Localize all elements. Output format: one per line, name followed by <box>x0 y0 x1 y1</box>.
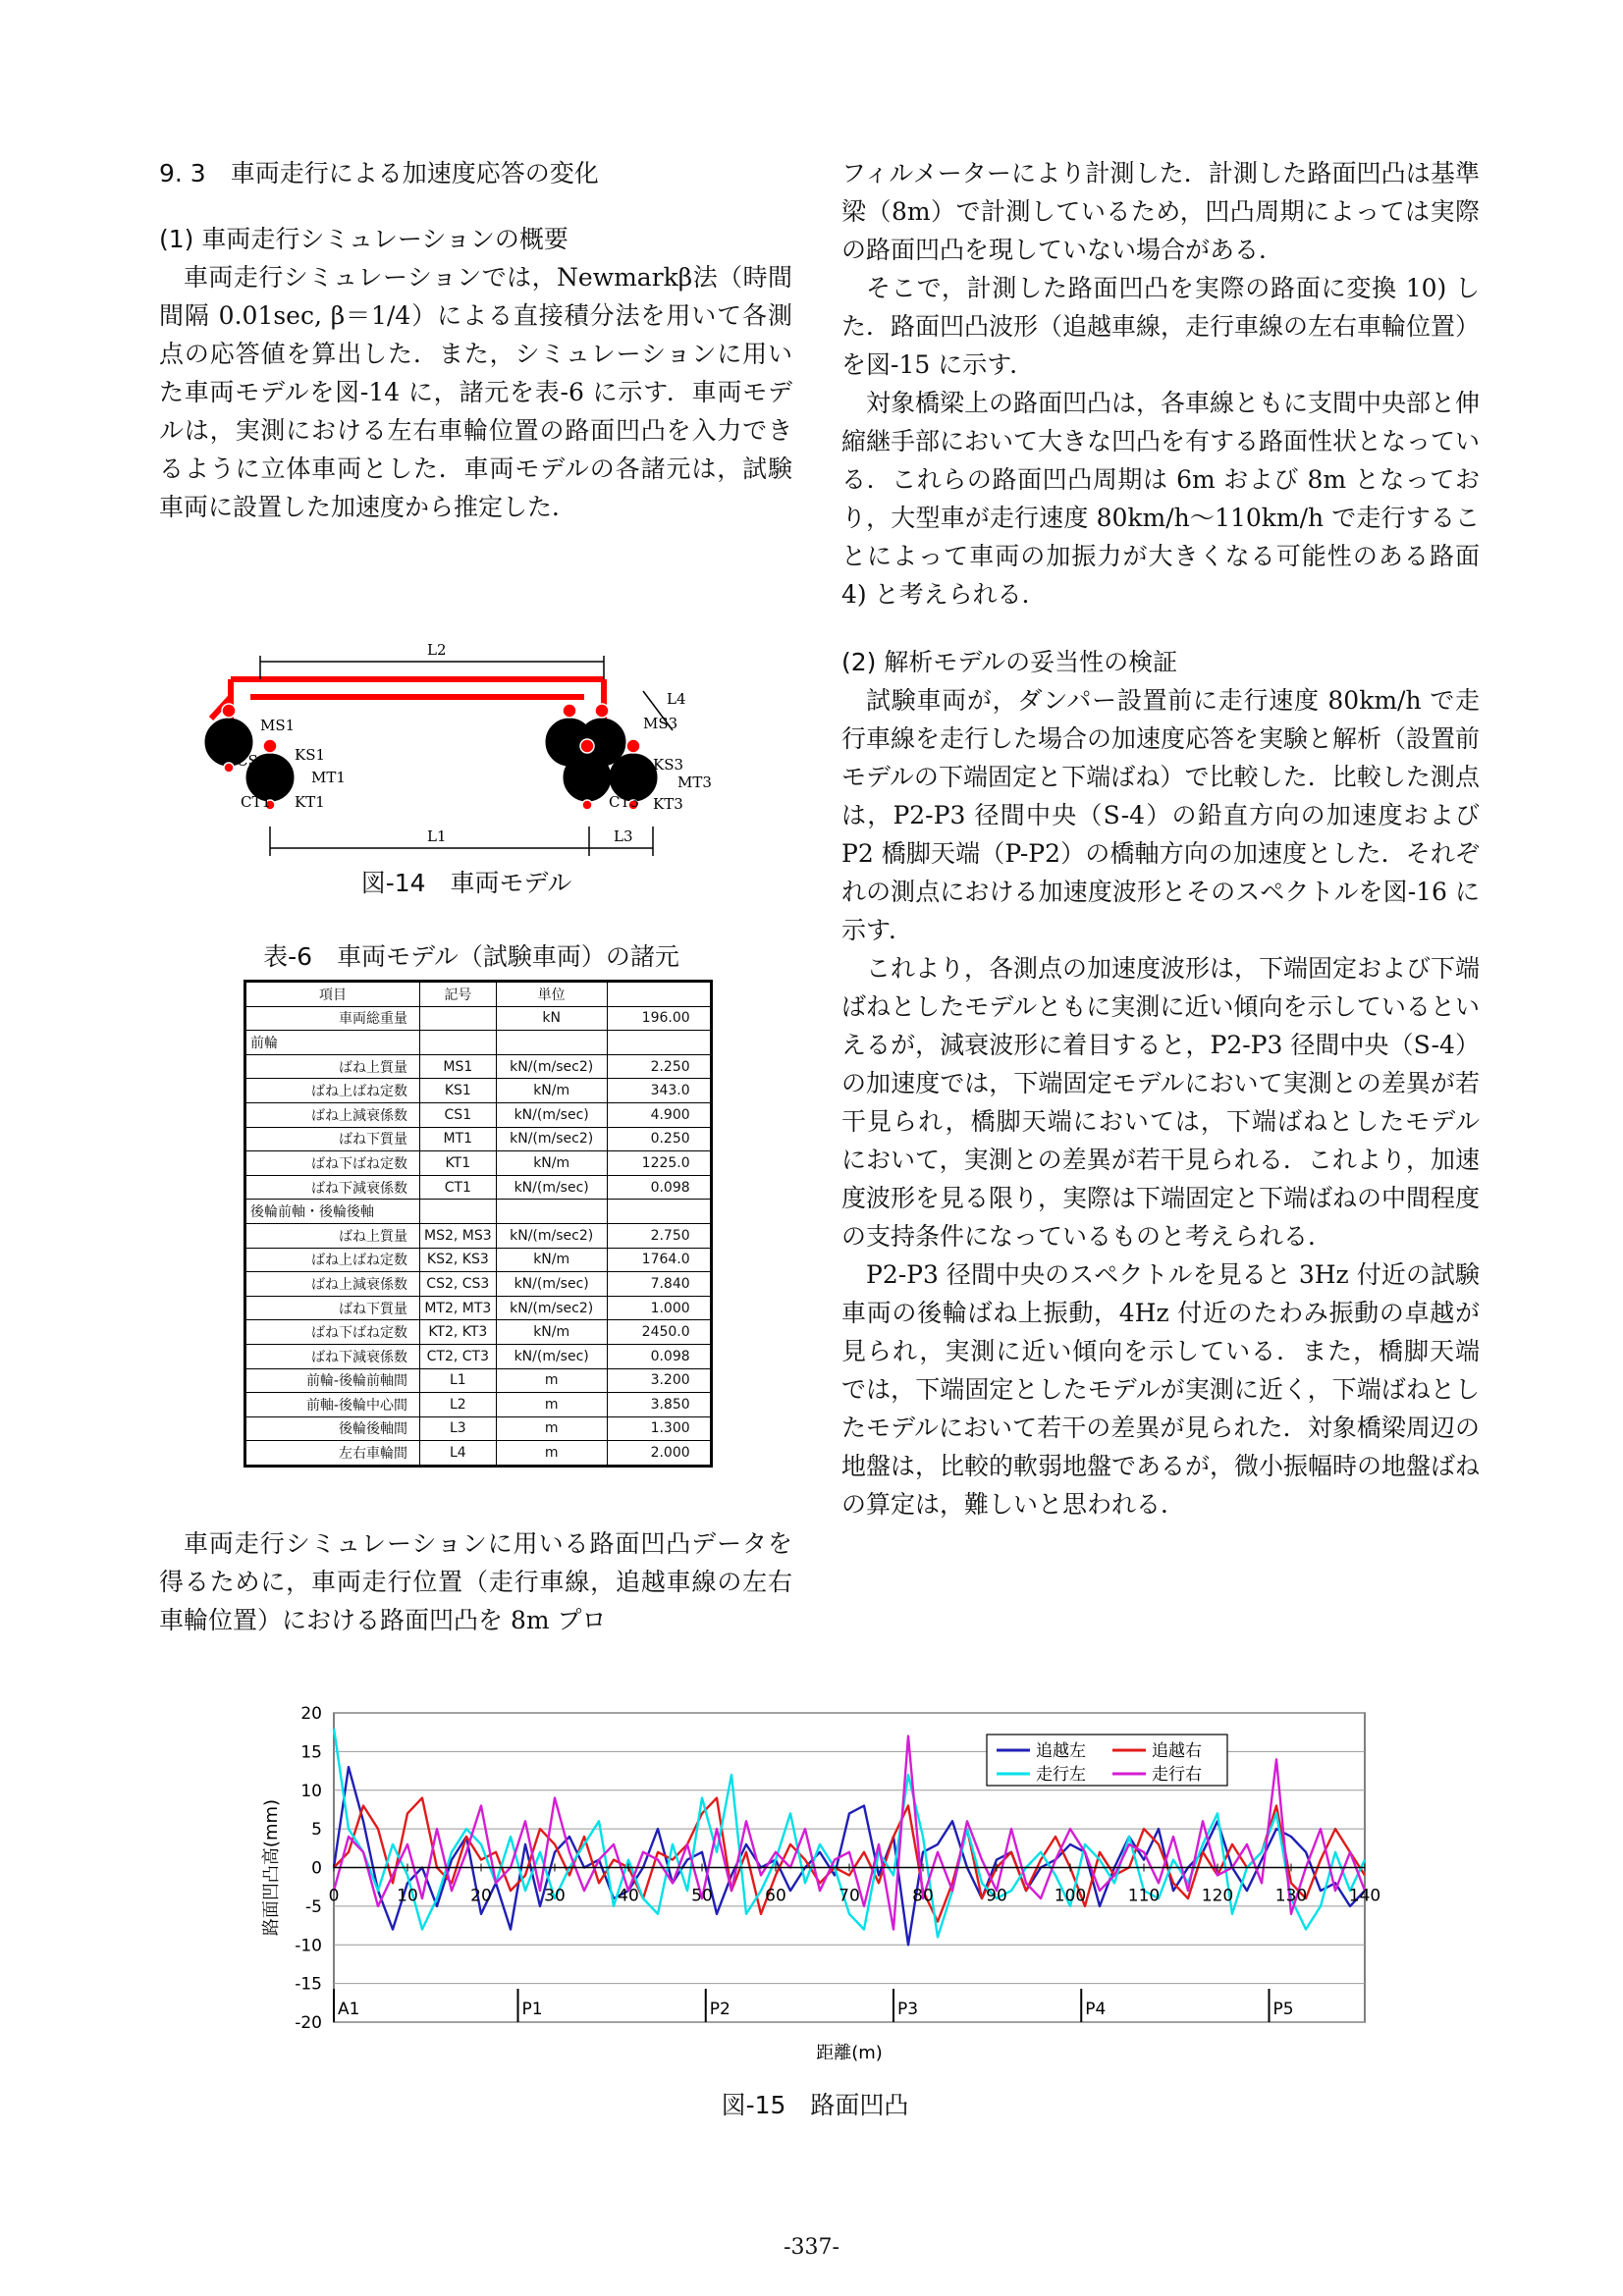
left-column-bottom <box>159 1524 792 1639</box>
table-cell-unit: kN/(m/sec2) <box>496 1223 607 1248</box>
label-KT3: KT3 <box>653 795 683 813</box>
y-tick-label: -5 <box>305 1896 322 1917</box>
table-cell-symbol: L4 <box>420 1441 497 1466</box>
table-cell-symbol <box>420 1200 497 1224</box>
label-CS1: CS1 <box>237 752 268 770</box>
subsection-heading-1: (1) 車両走行シミュレーションの概要 <box>159 225 568 253</box>
table-row <box>246 1368 711 1393</box>
table-cell-value: 1764.0 <box>607 1248 710 1272</box>
table-cell-value: 0.098 <box>607 1344 710 1368</box>
page-number: -337- <box>784 2235 839 2260</box>
table-row <box>246 1054 711 1079</box>
pier-label: P5 <box>1272 2000 1294 2019</box>
pier-label: P3 <box>897 2000 919 2019</box>
table-cell-symbol <box>420 1031 497 1055</box>
table-cell-value: 3.200 <box>607 1368 710 1393</box>
table-cell-symbol: L3 <box>420 1416 497 1441</box>
table-cell-item: ばね上減衰係数 <box>246 1272 420 1297</box>
table-cell-value: 2.000 <box>607 1441 710 1466</box>
y-tick-label: -15 <box>295 1974 322 1995</box>
table-cell-item: ばね上質量 <box>246 1054 420 1079</box>
table-cell-unit: kN/m <box>496 1248 607 1272</box>
table-cell-symbol: CS2, CS3 <box>420 1272 497 1297</box>
paragraph: 対象橋梁上の路面凹凸は，各車線ともに支間中央部と伸縮継手部において大きな凹凸を有する路面性状となっている．これらの路面凹凸周期は 6m および 8m となっており，大型車が走行速度 80km/h～110km/h で走行することによって車両の加振力が大きくなる可能性のある路面 4) と考えられる． <box>841 389 1481 609</box>
table-cell-unit: kN/(m/sec) <box>496 1175 607 1200</box>
table-cell-symbol: CT2, CT3 <box>420 1344 497 1368</box>
road-roughness-chart <box>255 1703 1381 2066</box>
figure-14-caption: 図-14 車両モデル <box>360 869 572 897</box>
table-row <box>246 1151 711 1176</box>
table-cell-symbol: L1 <box>420 1368 497 1393</box>
table-cell-unit: kN/(m/sec) <box>496 1272 607 1297</box>
table-cell-item: 前輪-後輪前軸間 <box>246 1368 420 1393</box>
table-cell-symbol: KS1 <box>420 1079 497 1103</box>
label-MT1: MT1 <box>311 769 346 786</box>
table-row <box>246 1223 711 1248</box>
label-L1: L1 <box>427 828 447 845</box>
table-cell-item: ばね上ばね定数 <box>246 1248 420 1272</box>
label-MS3: MS3 <box>643 715 678 732</box>
x-tick-label: 120 <box>1201 1886 1234 1906</box>
table-cell-symbol <box>420 1006 497 1031</box>
table-cell-item: 後輪後軸間 <box>246 1416 420 1441</box>
table-cell-item: ばね上ばね定数 <box>246 1079 420 1103</box>
table-header-row <box>246 983 711 1007</box>
table-row <box>246 1127 711 1151</box>
table-cell-item: 車両総重量 <box>246 1006 420 1031</box>
y-tick-label: -10 <box>295 1936 322 1956</box>
y-axis-label: 路面凹凸高(mm) <box>261 1798 282 1937</box>
table-cell-value: 2.250 <box>607 1054 710 1079</box>
x-tick-label: 140 <box>1348 1886 1381 1906</box>
legend-label: 走行右 <box>1152 1765 1202 1785</box>
label-KT1: KT1 <box>295 793 325 811</box>
table-cell-value: 2450.0 <box>607 1320 710 1345</box>
paragraph: フィルメーターにより計測した．計測した路面凹凸は基準梁（8m）で計測しているため，凹凸周期によっては実際の路面凹凸を現していない場合がある． <box>841 159 1480 264</box>
table-cell-unit: kN/(m/sec) <box>496 1344 607 1368</box>
label-CT3: CT3 <box>609 793 640 811</box>
table-cell-symbol: MT1 <box>420 1127 497 1151</box>
table-cell-unit: kN/m <box>496 1079 607 1103</box>
table-cell-value: 0.098 <box>607 1175 710 1200</box>
y-tick-label: 20 <box>300 1704 322 1724</box>
table-cell-symbol: MT2, MT3 <box>420 1296 497 1320</box>
table-cell-symbol: KT2, KT3 <box>420 1320 497 1345</box>
table-cell-value: 1225.0 <box>607 1151 710 1176</box>
x-tick-label: 110 <box>1127 1886 1161 1906</box>
y-tick-label: 0 <box>311 1858 322 1879</box>
table-cell-symbol: CS1 <box>420 1102 497 1127</box>
table-cell-item: ばね下質量 <box>246 1296 420 1320</box>
table-cell-value: 0.250 <box>607 1127 710 1151</box>
paragraph: そこで，計測した路面凹凸を実際の路面に変換 10) した．路面凹凸波形（追越車線，走行車線の左右車輪位置）を図-15 に示す． <box>841 274 1481 379</box>
vehicle-model-figure <box>191 640 741 876</box>
table-cell-item: 前軸-後輪中心間 <box>246 1393 420 1417</box>
x-tick-label: 40 <box>618 1886 639 1906</box>
pier-label: A1 <box>338 2000 360 2019</box>
paragraph: P2-P3 径間中央のスペクトルを見ると 3Hz 付近の試験車両の後輪ばね上振動，4Hz 付近のたわみ振動の卓越が見られ，実測に近い傾向を示している．また，橋脚天端では，下端固定としたモデルが実測に近く，下端ばねとしたモデルにおいて若干の差異が見られた．対象橋梁周辺の地盤は，比較的軟弱地盤であるが，微小振幅時の地盤ばねの算定は，難しいと思われる． <box>841 1260 1481 1519</box>
pier-label: P1 <box>521 2000 543 2019</box>
paragraph: これより，各測点の加速度波形は，下端固定および下端ばねとしたモデルともに実測に近い傾向を示しているといえるが，減衰波形に着目すると，P2-P3 径間中央（S-4）の加速度では，下端固定モデルにおいて実測との差異が若干見られ，橋脚天端においては，下端ばねとしたモデルにおいて，実測との差異が若干見られる．これより，加速度波形を見る限り，実際は下端固定と下端ばねの中間程度の支持条件になっているものと考えられる． <box>841 954 1481 1251</box>
table-cell-value: 196.00 <box>607 1006 710 1031</box>
table-cell-symbol: MS1 <box>420 1054 497 1079</box>
x-tick-label: 20 <box>470 1886 492 1906</box>
table-row <box>246 1320 711 1345</box>
paragraph: 試験車両が，ダンパー設置前に走行速度 80km/h で走行車線を走行した場合の加速度応答を実験と解析（設置前モデルの下端固定と下端ばね）で比較した．比較した測点は，P2-P3 径間中央（S-4）の鉛直方向の加速度および P2 橋脚天端（P-P2）の橋軸方向の加速度とした．それぞれの測点における加速度波形とそのスペクトルを図-16 に示す． <box>841 686 1481 944</box>
table-cell-unit: kN/m <box>496 1151 607 1176</box>
table-cell-symbol: KS2, KS3 <box>420 1248 497 1272</box>
pier-label: P2 <box>709 2000 730 2019</box>
table-cell-value <box>607 1031 710 1055</box>
right-column <box>841 154 1480 1523</box>
table-header-cell <box>607 983 710 1007</box>
table-row <box>246 1102 711 1127</box>
table-group-label: 前輪 <box>246 1031 420 1055</box>
table-cell-value: 343.0 <box>607 1079 710 1103</box>
table-cell-value: 1.300 <box>607 1416 710 1441</box>
table-6-caption: 表-6 車両モデル（試験車両）の諸元 <box>263 942 679 971</box>
table-row <box>246 1200 711 1224</box>
table-cell-value: 7.840 <box>607 1272 710 1297</box>
table-row <box>246 1175 711 1200</box>
table-cell-value: 4.900 <box>607 1102 710 1127</box>
label-L3: L3 <box>614 828 633 845</box>
label-MT3: MT3 <box>677 774 712 791</box>
table-header-cell: 項目 <box>246 983 420 1007</box>
table-cell-unit <box>496 1200 607 1224</box>
table-cell-unit: m <box>496 1393 607 1417</box>
table-row <box>246 1344 711 1368</box>
table-row <box>246 1079 711 1103</box>
table-row <box>246 1272 711 1297</box>
subsection-heading-2: (2) 解析モデルの妥当性の検証 <box>841 648 1178 676</box>
table-cell-symbol: KT1 <box>420 1151 497 1176</box>
table-row <box>246 1393 711 1417</box>
table-cell-value: 3.850 <box>607 1393 710 1417</box>
table-cell-unit: m <box>496 1441 607 1466</box>
table-cell-unit: kN/(m/sec2) <box>496 1296 607 1320</box>
x-tick-label: 90 <box>986 1886 1007 1906</box>
y-tick-label: 10 <box>300 1781 322 1801</box>
vehicle-spec-table <box>245 982 711 1466</box>
x-tick-label: 50 <box>691 1886 713 1906</box>
legend-label: 走行左 <box>1036 1765 1086 1785</box>
x-tick-label: 30 <box>544 1886 566 1906</box>
table-cell-unit: kN/m <box>496 1320 607 1345</box>
table-cell-item: ばね下減衰係数 <box>246 1344 420 1368</box>
figure-15-caption: 図-15 路面凹凸 <box>721 2091 909 2119</box>
table-cell-value: 1.000 <box>607 1296 710 1320</box>
label-MS1: MS1 <box>260 717 296 734</box>
chart-legend <box>987 1735 1227 1786</box>
label-L4: L4 <box>667 690 686 708</box>
table-row <box>246 1031 711 1055</box>
table-cell-unit: m <box>496 1416 607 1441</box>
table-row <box>246 1248 711 1272</box>
table-cell-item: ばね下ばね定数 <box>246 1320 420 1345</box>
table-row <box>246 1296 711 1320</box>
y-tick-label: 5 <box>311 1820 322 1841</box>
label-KS3: KS3 <box>653 756 684 774</box>
table-group-label: 後輪前軸・後輪後軸 <box>246 1200 420 1224</box>
table-cell-unit: kN/(m/sec2) <box>496 1054 607 1079</box>
label-CT1: CT1 <box>241 793 272 811</box>
pier-label: P4 <box>1085 2000 1107 2019</box>
paragraph: 車両走行シミュレーションでは，Newmarkβ法（時間間隔 0.01sec, β＝1/4）による直接積分法を用いて各測点の応答値を算出した．また，シミュレーションに用いた車両モデルを図-14 に，諸元を表-6 に示す．車両モデルは，実測における左右車輪位置の路面凹凸を入力できるように立体車両とした．車両モデルの各諸元は，試験車両に設置した加速度から推定した． <box>159 263 792 521</box>
table-cell-item: ばね上質量 <box>246 1223 420 1248</box>
y-tick-label: 15 <box>300 1742 322 1763</box>
table-header-cell: 記号 <box>420 983 497 1007</box>
table-cell-value: 2.750 <box>607 1223 710 1248</box>
table-cell-item: 左右車輪間 <box>246 1441 420 1466</box>
x-tick-label: 80 <box>912 1886 934 1906</box>
left-column <box>159 154 792 526</box>
table-cell-unit: kN/(m/sec2) <box>496 1127 607 1151</box>
label-KS1: KS1 <box>295 746 326 764</box>
x-tick-label: 0 <box>328 1886 340 1906</box>
table-cell-unit: m <box>496 1368 607 1393</box>
label-L2: L2 <box>427 641 447 659</box>
table-cell-symbol: CT1 <box>420 1175 497 1200</box>
table-cell-item: ばね下ばね定数 <box>246 1151 420 1176</box>
y-tick-label: -20 <box>295 2013 322 2033</box>
x-tick-label: 100 <box>1054 1886 1087 1906</box>
table-cell-item: ばね下減衰係数 <box>246 1175 420 1200</box>
table-cell-unit: kN/(m/sec) <box>496 1102 607 1127</box>
table-cell-symbol: MS2, MS3 <box>420 1223 497 1248</box>
table-row <box>246 1441 711 1466</box>
section-heading: 9. 3 車両走行による加速度応答の変化 <box>159 159 599 187</box>
table-cell-item: ばね下質量 <box>246 1127 420 1151</box>
paragraph: 車両走行シミュレーションに用いる路面凹凸データを得るために，車両走行位置（走行車線，追越車線の左右車輪位置）における路面凹凸を 8m プロ <box>159 1529 792 1634</box>
x-tick-label: 60 <box>765 1886 786 1906</box>
legend-label: 追越右 <box>1152 1741 1202 1761</box>
x-tick-label: 70 <box>839 1886 860 1906</box>
x-tick-label: 10 <box>397 1886 418 1906</box>
table-cell-unit: kN <box>496 1006 607 1031</box>
table-row <box>246 1416 711 1441</box>
legend-label: 追越左 <box>1036 1741 1086 1761</box>
table-cell-value <box>607 1200 710 1224</box>
x-axis-label: 距離(m) <box>816 2043 883 2063</box>
table-header-cell: 単位 <box>496 983 607 1007</box>
table-cell-unit <box>496 1031 607 1055</box>
table-cell-item: ばね上減衰係数 <box>246 1102 420 1127</box>
table-cell-symbol: L2 <box>420 1393 497 1417</box>
x-tick-label: 130 <box>1274 1886 1308 1906</box>
table-row <box>246 1006 711 1031</box>
